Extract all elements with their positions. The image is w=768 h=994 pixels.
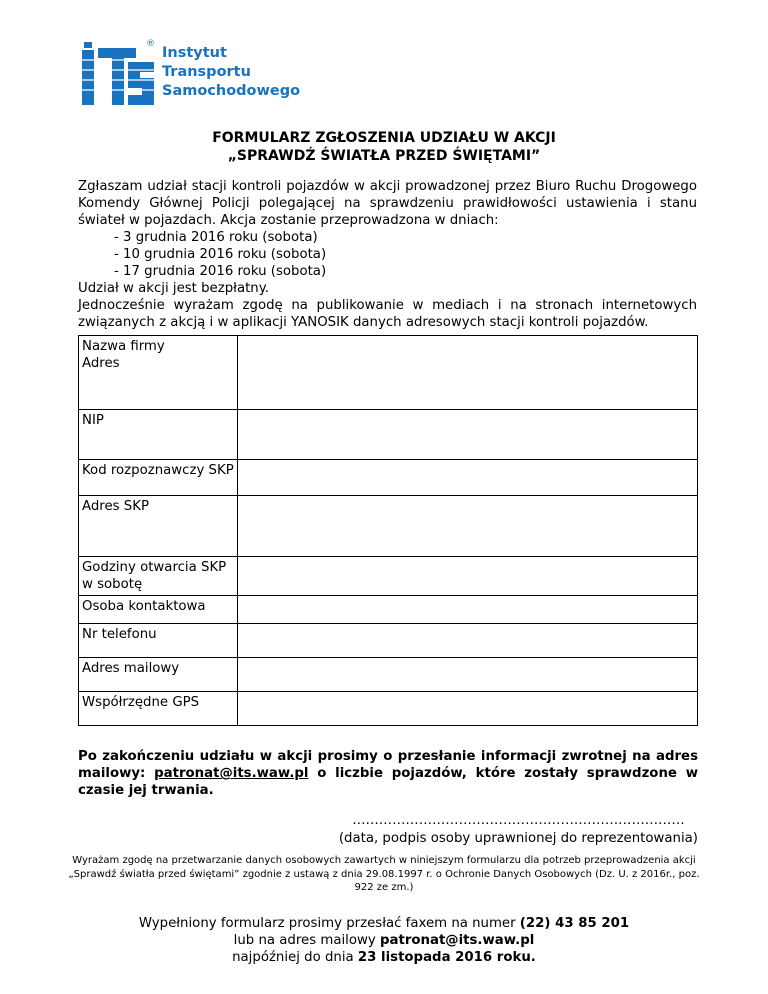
label-osoba: Osoba kontaktowa bbox=[79, 596, 238, 624]
date-item-1: - 3 grudnia 2016 roku (sobota) bbox=[114, 230, 318, 245]
table-row bbox=[79, 410, 698, 460]
footer-deadline: 23 listopada 2016 roku. bbox=[357, 950, 536, 965]
logo-line-2: Transportu bbox=[162, 64, 251, 80]
note-part-1: Po zakończeniu udziału w akcji prosimy o przesłanie informacji zwrotnej na adres mailowy: bbox=[78, 749, 698, 781]
signature-line: ………………………………………………………………… bbox=[352, 813, 685, 828]
signature-caption: (data, podpis osoby uprawnionej do reprezentowania) bbox=[338, 831, 698, 846]
table-row bbox=[79, 496, 698, 557]
free-participation: Udział w akcji jest bezpłatny. bbox=[78, 281, 269, 296]
logo-wordmark bbox=[162, 44, 300, 101]
title-line-1: FORMULARZ ZGŁOSZENIA UDZIAŁU W AKCJI bbox=[212, 130, 556, 146]
kod-field[interactable] bbox=[238, 460, 698, 496]
intro-text bbox=[78, 178, 697, 331]
telefon-field[interactable] bbox=[238, 624, 698, 658]
form-title bbox=[0, 129, 768, 165]
label-kod: Kod rozpoznawczy SKP bbox=[79, 460, 238, 496]
footer-deadline-text: najpóźniej do dnia bbox=[232, 950, 358, 965]
label-godziny bbox=[79, 557, 238, 596]
label-godziny-line-2: w sobotę bbox=[82, 577, 143, 592]
label-address: Adres bbox=[82, 356, 120, 371]
footer-email[interactable]: patronat@its.waw.pl bbox=[379, 933, 535, 948]
title-line-2: „SPRAWDŹ ŚWIATŁA PRZED ŚWIĘTAMI” bbox=[227, 148, 541, 164]
footer-instructions bbox=[0, 915, 768, 966]
table-row bbox=[79, 336, 698, 410]
publication-consent: Jednocześnie wyrażam zgodę na publikowanie w mediach i na stronach internetowych związanych z akcją i w aplikacji YANOSIK danych adresowych stacji kontroli pojazdów. bbox=[78, 298, 697, 330]
registration-form-table bbox=[78, 335, 698, 726]
table-row bbox=[79, 460, 698, 496]
label-gps: Współrzędne GPS bbox=[79, 692, 238, 726]
table-row bbox=[79, 624, 698, 658]
feedback-note bbox=[78, 748, 698, 799]
table-row bbox=[79, 557, 698, 596]
label-adres-skp: Adres SKP bbox=[79, 496, 238, 557]
footer-fax-number: (22) 43 85 201 bbox=[519, 916, 630, 931]
note-email-link[interactable]: patronat@its.waw.pl bbox=[154, 766, 309, 781]
table-row bbox=[79, 658, 698, 692]
company-address-field[interactable] bbox=[238, 336, 698, 410]
adres-skp-field[interactable] bbox=[238, 496, 698, 557]
label-company-address bbox=[79, 336, 238, 410]
intro-paragraph: Zgłaszam udział stacji kontroli pojazdów w akcji prowadzonej przez Biuro Ruchu Drogowego Komendy Głównej Policji polegającej na sprawdzeniu prawidłowości ustawienia i stanu świateł w pojazdach. Akcja zostanie przeprowadzona w dniach: bbox=[78, 179, 697, 228]
registered-mark: ® bbox=[146, 39, 155, 49]
logo-line-3: Samochodowego bbox=[162, 83, 301, 99]
label-telefon: Nr telefonu bbox=[79, 624, 238, 658]
footer-line-2 bbox=[0, 932, 768, 949]
label-company-name: Nazwa firmy bbox=[82, 339, 165, 354]
gps-field[interactable] bbox=[238, 692, 698, 726]
nip-field[interactable] bbox=[238, 410, 698, 460]
footer-line-1 bbox=[0, 915, 768, 932]
godziny-field[interactable] bbox=[238, 557, 698, 596]
footer-line-3 bbox=[0, 949, 768, 966]
mail-field[interactable] bbox=[238, 658, 698, 692]
label-nip: NIP bbox=[79, 410, 238, 460]
footer-fax-text: Wypełniony formularz prosimy przesłać faxem na numer bbox=[138, 916, 520, 931]
table-row bbox=[79, 596, 698, 624]
note-part-2: o liczbie pojazdów, które zostały sprawdzone w czasie jej trwania. bbox=[78, 766, 698, 798]
logo-line-1: Instytut bbox=[162, 45, 227, 61]
table-row bbox=[79, 692, 698, 726]
data-processing-consent: Wyrażam zgodę na przetwarzanie danych osobowych zawartych w niniejszym formularzu dla potrzeb przeprowadzenia akcji „Sprawdź światła przed świętami” zgodnie z ustawą z dnia 29.08.1997 r. o Ochronie Danych Osobowych (Dz. U. z 2016r., poz. 922 ze zm.) bbox=[68, 855, 700, 893]
date-item-2: - 10 grudnia 2016 roku (sobota) bbox=[114, 247, 327, 262]
footer-mail-text: lub na adres mailowy bbox=[233, 933, 380, 948]
label-godziny-line-1: Godziny otwarcia SKP bbox=[82, 560, 227, 575]
label-mail: Adres mailowy bbox=[79, 658, 238, 692]
osoba-field[interactable] bbox=[238, 596, 698, 624]
date-item-3: - 17 grudnia 2016 roku (sobota) bbox=[114, 264, 327, 279]
signature-block bbox=[339, 812, 698, 848]
